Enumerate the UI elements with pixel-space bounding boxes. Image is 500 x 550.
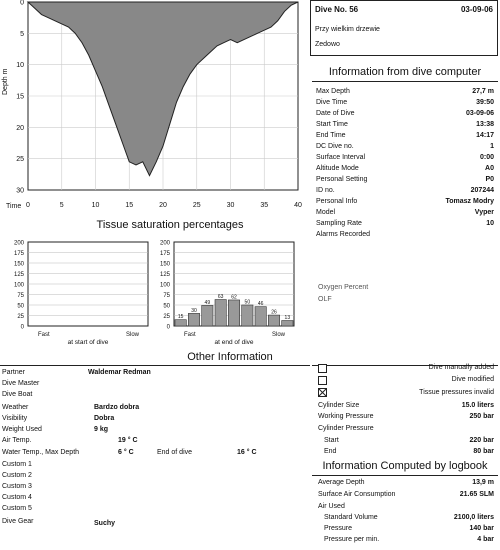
cylinder-size-value: 15.0 liters — [461, 402, 494, 409]
cylinder-pressure-label: Cylinder Pressure — [318, 425, 374, 432]
slow-label: Slow — [272, 332, 286, 338]
dc-row-value: Tomasz Modry — [445, 198, 494, 205]
dive-computer-list — [316, 86, 494, 246]
dc-row-value: 0:00 — [479, 154, 494, 161]
custom-1-label: Custom 1 — [2, 461, 32, 468]
x-tick-label: 30 — [226, 202, 235, 209]
pressure-per-min-value: 4 bar — [477, 536, 494, 543]
cylinder-size-label: Cylinder Size — [318, 402, 360, 409]
standard-volume-value: 2100,0 liters — [453, 514, 494, 521]
visibility-label: Visibility — [2, 415, 28, 422]
end-of-dive-label: End of dive — [157, 449, 193, 456]
weather-label: Weather — [2, 404, 29, 411]
dc-row-value: 13:38 — [476, 121, 494, 128]
custom-3-label: Custom 3 — [2, 483, 32, 490]
tissue-y-tick: 175 — [13, 251, 24, 257]
x-tick-label: 10 — [91, 202, 100, 209]
dc-row — [316, 108, 494, 119]
checkmark-icon — [319, 389, 326, 396]
tissue-y-tick: 0 — [20, 324, 24, 331]
y-tick-label: 30 — [16, 187, 24, 195]
dc-row — [316, 174, 494, 185]
tissue-y-tick: 200 — [159, 240, 170, 247]
working-pressure-value: 250 bar — [469, 413, 494, 420]
dive-profile-chart — [12, 0, 302, 212]
custom-5-label: Custom 5 — [2, 505, 32, 512]
dc-row — [316, 163, 494, 174]
tissue-bar — [242, 305, 253, 326]
tissue-bar — [282, 321, 293, 326]
tissue-bar-label: 62 — [231, 294, 237, 301]
tissue-bar — [255, 307, 266, 326]
dive-modified-label: Dive modified — [451, 376, 494, 383]
tissue-bar-label: 49 — [204, 299, 211, 306]
dc-row — [316, 86, 494, 97]
dive-boat-label: Dive Boat — [2, 391, 33, 398]
tissue-title: Tissue saturation percentages — [96, 219, 244, 231]
cylinder-end-value: 80 bar — [473, 448, 494, 455]
dive-computer-rule — [312, 81, 498, 82]
tissue-bar-label: 30 — [191, 307, 197, 314]
dc-row-label: DC Dive no. — [316, 143, 354, 150]
dc-row-label: Start Time — [316, 121, 348, 128]
cylinder-start-label: Start — [324, 437, 339, 444]
dive-site: Zedowo — [315, 41, 340, 48]
tissue-bar-label: 50 — [244, 299, 251, 306]
tissue-bar — [268, 315, 279, 326]
tissue-y-tick: 0 — [166, 324, 170, 331]
dc-row — [316, 130, 494, 141]
x-tick-label: 35 — [260, 202, 269, 209]
tissue-bar — [215, 300, 226, 326]
dc-row-label: Max Depth — [316, 88, 350, 95]
dc-row-label: Personal Info — [316, 198, 358, 205]
y-tick-label: 20 — [16, 124, 24, 132]
dc-row — [316, 229, 494, 240]
x-tick-label: 40 — [294, 202, 302, 209]
logbook-title: Information Computed by logbook — [322, 460, 488, 472]
oxygen-percent-label: Oxygen Percent — [318, 284, 369, 291]
dive-modified-checkbox[interactable] — [318, 376, 327, 385]
dc-row-value: P0 — [485, 176, 494, 183]
dc-row-value: 27,7 m — [472, 88, 494, 95]
water-temp-value: 6 ° C — [118, 449, 134, 456]
x-tick-label: 20 — [159, 202, 167, 209]
tissue-y-tick: 75 — [163, 293, 170, 299]
weight-label: Weight Used — [2, 426, 42, 433]
partner-label: Partner — [2, 369, 25, 376]
other-info-panel — [2, 369, 302, 549]
dc-row-value: 207244 — [470, 187, 494, 194]
cylinder-panel — [318, 402, 494, 464]
dc-row-label: End Time — [316, 132, 346, 139]
tissue-invalid-checkbox[interactable] — [318, 388, 327, 397]
x-tick-label: 15 — [125, 202, 134, 209]
dc-row-value: 39:50 — [476, 99, 494, 106]
dc-row — [316, 218, 494, 229]
custom-2-label: Custom 2 — [2, 472, 32, 479]
y-tick-label: 5 — [20, 30, 24, 38]
depth-axis-label: Depth m — [2, 68, 9, 95]
standard-volume-label: Standard Volume — [324, 514, 378, 521]
dc-row — [316, 185, 494, 196]
tissue-y-tick: 75 — [17, 293, 24, 299]
dive-manually-added-label: Dive manually added — [428, 364, 494, 371]
average-depth-label: Average Depth — [318, 479, 365, 486]
tissue-chart-title: at start of dive — [67, 339, 109, 346]
dc-row — [316, 152, 494, 163]
tissue-start-chart — [4, 238, 154, 346]
y-tick-label: 15 — [16, 93, 24, 101]
dc-row-value: 10 — [486, 220, 494, 227]
tissue-bar-label: 63 — [217, 294, 224, 301]
sac-label: Surface Air Consumption — [318, 491, 396, 498]
dive-gear-label: Dive Gear — [2, 518, 34, 525]
dc-row-label: Date of Dive — [316, 110, 355, 117]
tissue-y-tick: 200 — [13, 240, 24, 247]
tissue-y-tick: 50 — [17, 303, 24, 310]
x-tick-label: 25 — [192, 202, 201, 209]
tissue-y-tick: 125 — [13, 272, 24, 278]
dive-number: Dive No. 56 — [315, 5, 359, 14]
dive-date: 03-09-06 — [460, 5, 493, 14]
dc-row-value: Vyper — [474, 209, 494, 216]
dc-row-label: Surface Interval — [316, 154, 366, 161]
dc-row — [316, 141, 494, 152]
cylinder-end-label: End — [324, 448, 337, 455]
tissue-invalid-label: Tissue pressures invalid — [419, 389, 494, 396]
y-tick-label: 10 — [16, 62, 24, 70]
dc-row-value: 14:17 — [476, 132, 494, 139]
dc-row-value: 1 — [490, 143, 494, 150]
dc-row-label: Alarms Recorded — [316, 231, 371, 238]
dc-row — [316, 207, 494, 218]
dive-gear-value: Suchy — [94, 520, 116, 527]
custom-4-label: Custom 4 — [2, 494, 32, 501]
fast-label: Fast — [184, 332, 196, 338]
end-of-dive-value: 16 ° C — [237, 449, 257, 456]
dc-row — [316, 196, 494, 207]
air-temp-value: 19 ° C — [118, 437, 138, 444]
dc-row-label: Personal Setting — [316, 176, 368, 183]
visibility-value: Dobra — [94, 415, 115, 422]
pressure-value: 140 bar — [469, 525, 494, 532]
slow-label: Slow — [126, 332, 140, 338]
other-info-rule — [0, 365, 310, 366]
dive-computer-title: Information from dive computer — [328, 66, 482, 78]
weather-value: Bardzo dobra — [94, 404, 140, 411]
average-depth-value: 13,9 m — [472, 479, 494, 486]
pressure-per-min-label: Pressure per min. — [324, 536, 380, 543]
air-temp-label: Air Temp. — [2, 437, 32, 444]
tissue-bar-label: 15 — [177, 314, 184, 321]
dc-row-label: Altitude Mode — [316, 165, 359, 172]
dc-row-value: A0 — [485, 165, 494, 172]
water-temp-label: Water Temp., Max Depth — [2, 449, 80, 456]
tissue-bar-label: 13 — [284, 315, 291, 322]
dc-row-label: Model — [316, 209, 336, 216]
partner-value: Waldemar Redman — [88, 369, 151, 376]
dc-row-label: Dive Time — [316, 99, 348, 106]
tissue-y-tick: 25 — [163, 314, 170, 320]
dive-place: Przy wielkim drzewie — [315, 26, 380, 33]
tissue-y-tick: 175 — [159, 251, 170, 257]
dc-row-value: 03-09-06 — [465, 110, 494, 117]
dc-row-label: Sampling Rate — [316, 220, 362, 227]
tissue-chart-title: at end of dive — [214, 339, 254, 346]
tissue-bar-label: 46 — [257, 301, 264, 308]
other-info-title: Other Information — [187, 351, 273, 363]
weight-value: 9 kg — [94, 426, 109, 433]
pressure-label: Pressure — [324, 525, 353, 532]
tissue-bar — [175, 320, 186, 326]
dive-manually-added-checkbox[interactable] — [318, 364, 327, 373]
tissue-y-tick: 150 — [13, 261, 24, 268]
tissue-y-tick: 25 — [17, 314, 24, 320]
tissue-end-chart — [150, 238, 300, 346]
tissue-y-tick: 125 — [159, 272, 170, 278]
tissue-bar-label: 26 — [271, 309, 277, 316]
sac-value: 21.65 SLM — [459, 491, 494, 498]
tissue-bar — [202, 305, 213, 326]
tissue-y-tick: 50 — [163, 303, 170, 310]
time-axis-label: Time — [6, 203, 22, 210]
tissue-y-tick: 100 — [13, 282, 24, 289]
dive-header — [310, 0, 498, 56]
cylinder-start-value: 220 bar — [469, 437, 494, 444]
fast-label: Fast — [38, 332, 50, 338]
x-tick-label: 5 — [59, 202, 64, 209]
y-tick-label: 0 — [20, 0, 24, 7]
logbook-panel — [318, 479, 494, 549]
tissue-bar — [228, 300, 239, 326]
x-tick-label: 0 — [26, 202, 30, 209]
tissue-y-tick: 100 — [159, 282, 170, 289]
dc-row-label: ID no. — [316, 187, 335, 194]
dc-row — [316, 97, 494, 108]
logbook-rule — [312, 475, 498, 476]
tissue-bar — [188, 313, 199, 326]
dive-master-label: Dive Master — [2, 380, 40, 387]
tissue-y-tick: 150 — [159, 261, 170, 268]
air-used-label: Air Used — [318, 503, 345, 510]
dc-row — [316, 119, 494, 130]
working-pressure-label: Working Pressure — [318, 413, 374, 420]
olf-label: OLF — [318, 296, 332, 303]
y-tick-label: 25 — [16, 156, 24, 164]
